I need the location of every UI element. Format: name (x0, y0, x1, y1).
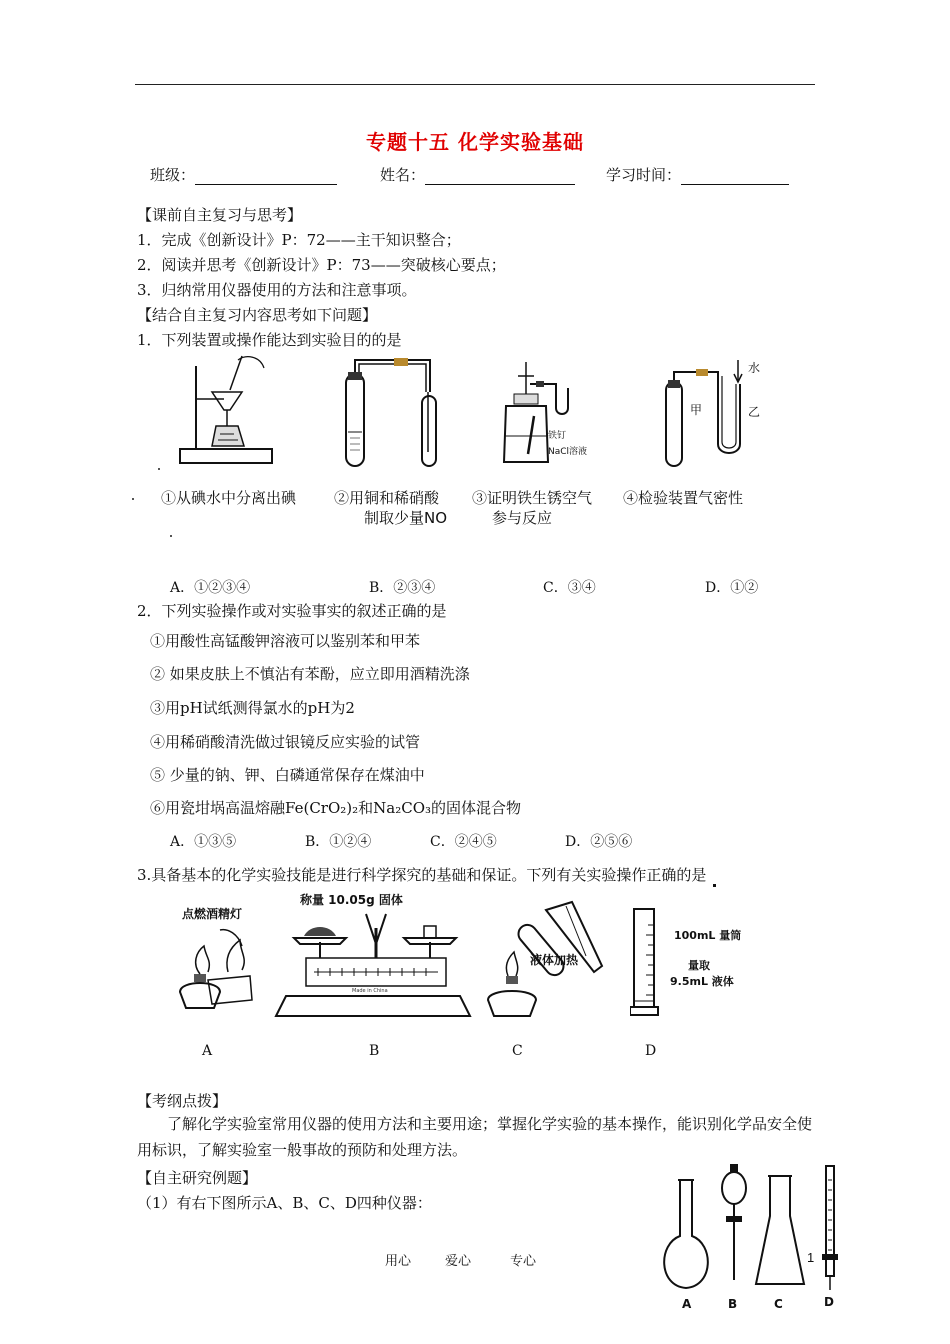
time-label: 学习时间： (606, 166, 682, 184)
instrument-letter-b: B (728, 1297, 738, 1311)
page-title: 专题十五 化学实验基础 (366, 130, 584, 154)
q3-letter-a[interactable]: A (202, 1043, 213, 1059)
q1-fig4-airtightness (660, 356, 770, 470)
q2-option-d[interactable]: D．②⑤⑥ (565, 834, 633, 850)
q2-option-c[interactable]: C．②④⑤ (430, 834, 497, 850)
q3-fig-b-label: 称量 10.05g 固体 (300, 893, 403, 907)
exam-heading: 【考纲点拨】 (137, 1092, 228, 1110)
class-label: 班级： (150, 166, 196, 184)
q1-stem: 1．下列装置或操作能达到实验目的的是 (137, 331, 402, 349)
q3-fig-a-alcohol-lamp (168, 900, 268, 1020)
q2-stem: 2．下列实验操作或对实验事实的叙述正确的是 (137, 602, 447, 620)
q1-option-d[interactable]: D．①② (705, 580, 759, 596)
instruments-figure (652, 1160, 852, 1336)
q3-fig-c-label: 液体加热 (530, 953, 579, 967)
q1-option-c[interactable]: C．③④ (543, 580, 596, 596)
q3-fig-b-small-label: Made in China (352, 988, 388, 994)
q2-item-3: ③用pH试纸测得氯水的pH为2 (150, 699, 355, 717)
name-blank (425, 170, 575, 185)
emphasis-dot (713, 884, 716, 887)
time-blank (681, 170, 789, 185)
fig4-label-yi: 乙 (748, 405, 761, 419)
review-item-3: 3．归纳常用仪器使用的方法和注意事项。 (137, 281, 417, 299)
q3-stem: 3.具备基本的化学实验技能是进行科学探究的基础和保证。下列有关实验操作正确的是 (137, 866, 707, 884)
time-field (606, 164, 789, 185)
name-label: 姓名： (380, 166, 426, 184)
q1-caption-2b (364, 508, 447, 529)
page-number: 1 (807, 1250, 815, 1265)
q1-caption-2: ②用铜和稀硝酸 (334, 489, 440, 507)
footer-item-3: 专心 (510, 1254, 537, 1269)
q1-fig3-iron-rusting (496, 358, 606, 470)
q1-caption-2b-no: NO (424, 509, 448, 527)
footer-item-1: 用心 (385, 1254, 412, 1269)
q1-fig2-copper-nitric-acid (338, 352, 448, 470)
q2-item-5: ⑤ 少量的钠、钾、白磷通常保存在煤油中 (150, 766, 425, 784)
stray-dot (170, 535, 172, 537)
exam-text: 了解化学实验室常用仪器的使用方法和主要用途；掌握化学实验的基本操作，能识别化学品安全使用标识，了解实验室一般事故的预防和处理方法。 (137, 1115, 813, 1159)
q1-caption-1: ①从碘水中分离出碘 (161, 489, 297, 507)
q1-caption-3b: 参与反应 (492, 509, 553, 527)
q2-item-2: ② 如果皮肤上不慎沾有苯酚，应立即用酒精洗涤 (150, 665, 470, 683)
instrument-letter-c: C (774, 1297, 783, 1311)
class-field (150, 164, 337, 185)
instrument-letter-a: A (682, 1297, 692, 1311)
stray-dot (132, 498, 134, 500)
header-rule (135, 84, 815, 85)
q3-fig-d-label-1: 100mL 量筒 (674, 929, 742, 942)
fig3-label-nacl: NaCl溶液 (548, 447, 588, 457)
review-heading: 【课前自主复习与思考】 (137, 206, 303, 224)
name-field (380, 164, 575, 185)
q3-letter-b[interactable]: B (369, 1043, 380, 1059)
q3-fig-a-label: 点燃酒精灯 (182, 907, 243, 921)
q2-option-a[interactable]: A．①③⑤ (170, 834, 237, 850)
review-item-2: 2．阅读并思考《创新设计》P：73——突破核心要点； (137, 256, 506, 274)
stray-dot (158, 468, 160, 470)
class-blank (195, 170, 337, 185)
q2-item-1: ①用酸性高锰酸钾溶液可以鉴别苯和甲苯 (150, 632, 421, 650)
q3-fig-d-label-3: 9.5mL 液体 (670, 975, 734, 988)
think-heading: 【结合自主复习内容思考如下问题】 (137, 306, 378, 324)
q1-option-a[interactable]: A．①②③④ (170, 580, 251, 596)
q3-fig-c-liquid-heating (482, 892, 612, 1020)
fig3-label-iron-nail: 铁钉 (548, 431, 567, 441)
q3-fig-b-balance (270, 888, 476, 1018)
q3-letter-c[interactable]: C (512, 1043, 523, 1059)
q2-item-6: ⑥用瓷坩埚高温熔融Fe(CrO₂)₂和Na₂CO₃的固体混合物 (150, 799, 522, 817)
q1-fig1-iodine-separation (172, 354, 280, 468)
q2-item-4: ④用稀硝酸清洗做过银镜反应实验的试管 (150, 733, 421, 751)
q1-caption-3: ③证明铁生锈空气 (472, 489, 593, 507)
fig4-label-water: 水 (748, 361, 761, 375)
q3-fig-d-cylinder (630, 905, 750, 1019)
review-item-1: 1．完成《创新设计》P：72——主干知识整合； (137, 231, 461, 249)
example-heading: 【自主研究例题】 (137, 1169, 258, 1187)
q1-option-b[interactable]: B．②③④ (369, 580, 436, 596)
q1-caption-2b-text: 制取少量 (364, 509, 425, 527)
q3-letter-d[interactable]: D (645, 1043, 657, 1059)
q2-option-b[interactable]: B．①②④ (305, 834, 372, 850)
fig4-label-jia: 甲 (690, 403, 703, 417)
instrument-letter-d: D (824, 1295, 834, 1309)
q1-caption-4: ④检验装置气密性 (623, 489, 744, 507)
footer-item-2: 爱心 (445, 1254, 472, 1269)
example-stem: （1）有右下图所示A、B、C、D四种仪器： (137, 1194, 432, 1212)
q3-fig-d-label-2: 量取 (688, 959, 710, 972)
